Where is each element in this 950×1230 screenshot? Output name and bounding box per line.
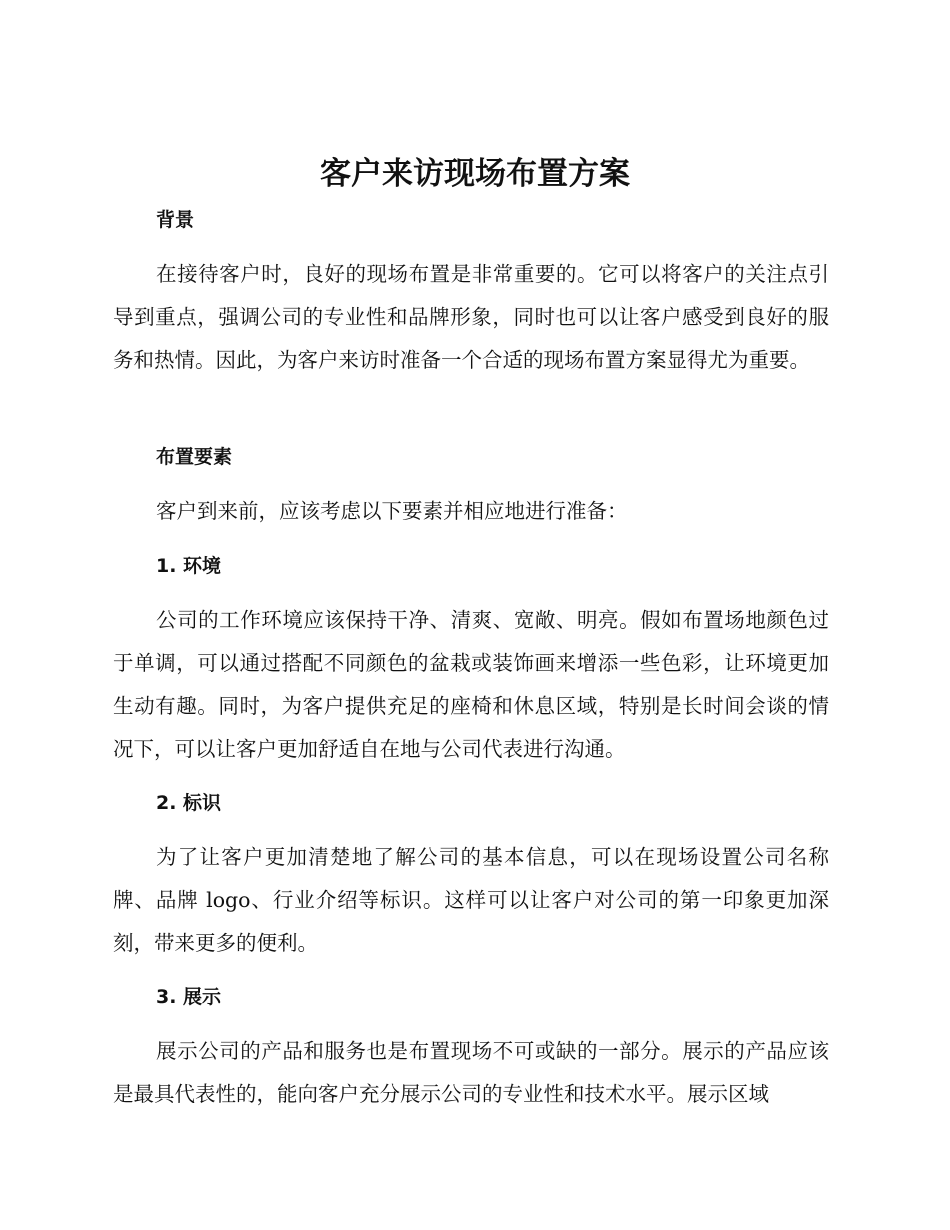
section-paragraph-layout-elements: 客户到来前，应该考虑以下要素并相应地进行准备： [156,499,628,523]
document-title: 客户来访现场布置方案 [320,156,630,192]
section-heading-display: 3. 展示 [156,986,222,1008]
section-paragraph-signage: 为了让客户更加清楚地了解公司的基本信息，可以在现场设置公司名称牌、品牌 logo、行业介绍等标识。这样可以让客户对公司的第一印象更加深刻，带来更多的便利。 [113,845,829,955]
section-paragraph-display: 展示公司的产品和服务也是布置现场不可或缺的一部分。展示的产品应该是最具代表性的，能向客户充分展示公司的专业性和技术水平。展示区域 [113,1039,829,1106]
section-heading-environment: 1. 环境 [156,555,222,577]
section-heading-layout-elements: 布置要素 [156,446,233,468]
section-paragraph-environment: 公司的工作环境应该保持干净、清爽、宽敞、明亮。假如布置场地颜色过于单调，可以通过搭配不同颜色的盆栽或装饰画来增添一些色彩，让环境更加生动有趣。同时，为客户提供充足的座椅和休息区域，特别是长时间会谈的情况下，可以让客户更加舒适自在地与公司代表进行沟通。 [113,608,829,761]
section-paragraph-background: 在接待客户时，良好的现场布置是非常重要的。它可以将客户的关注点引导到重点，强调公司的专业性和品牌形象，同时也可以让客户感受到良好的服务和热情。因此，为客户来访时准备一个合适的现场布置方案显得尤为重要。 [113,262,829,372]
section-heading-background: 背景 [156,209,195,231]
section-heading-signage: 2. 标识 [156,792,222,814]
